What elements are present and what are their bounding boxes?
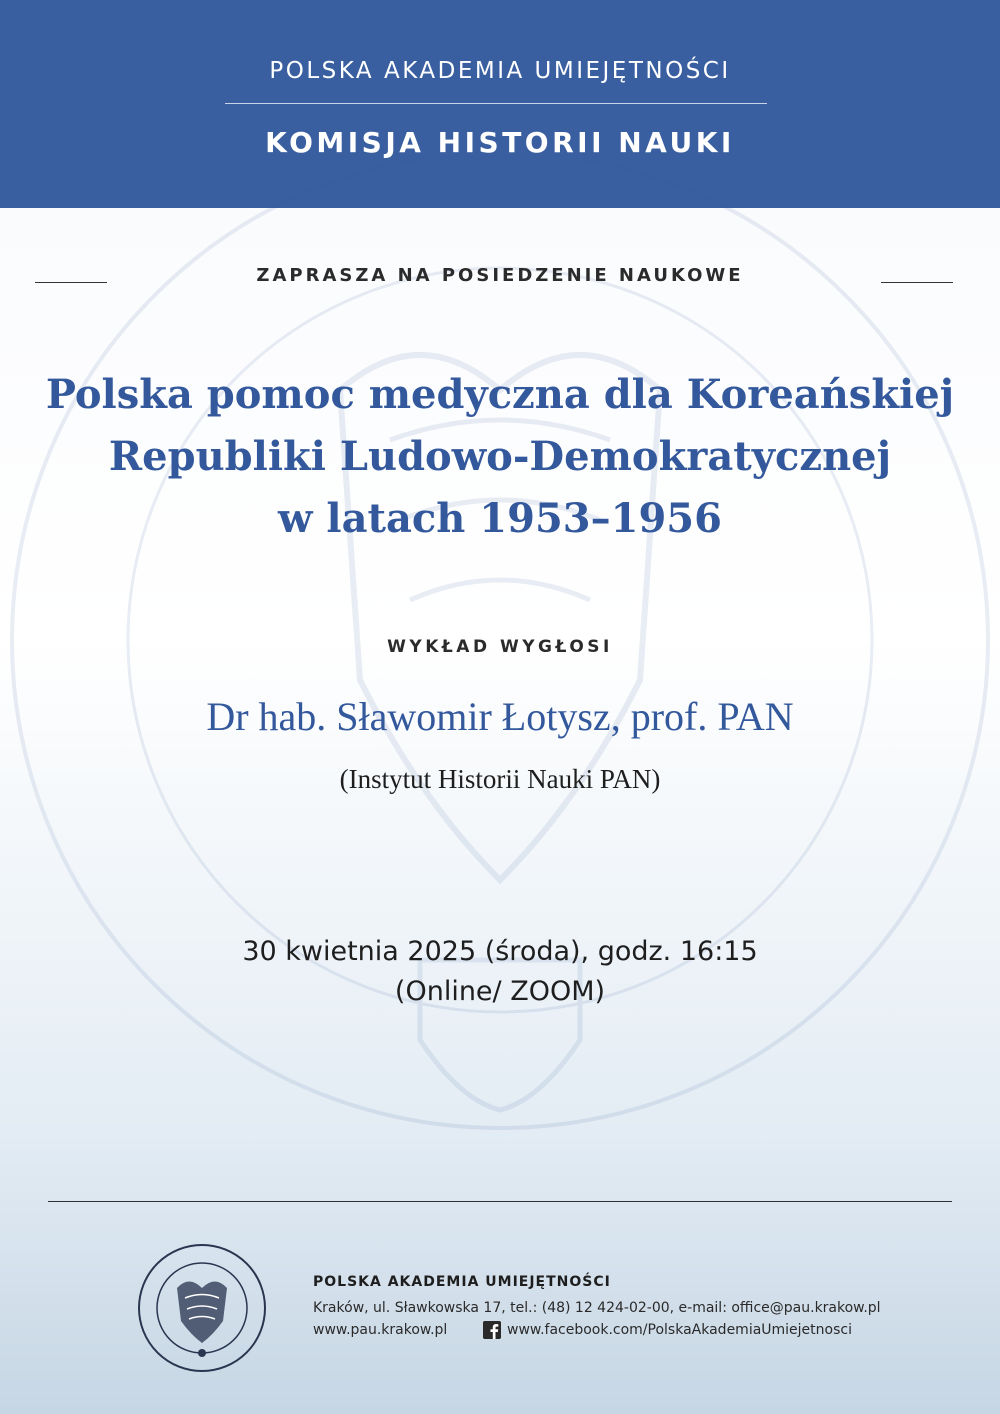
footer-divider (48, 1201, 952, 1202)
footer-organization: POLSKA AKADEMIA UMIEJĘTNOŚCI (313, 1274, 611, 1290)
lecture-label: WYKŁAD WYGŁOSI (387, 637, 613, 657)
speaker-name: Dr hab. Sławomir Łotysz, prof. PAN (206, 694, 794, 739)
speaker-affiliation: (Instytut Historii Nauki PAN) (339, 764, 661, 794)
lecture-title (0, 364, 1000, 550)
lecture-title-line: Republiki Ludowo-Demokratycznej (108, 433, 892, 480)
lecture-title-line: Polska pomoc medyczna dla Koreańskiej (45, 371, 955, 418)
commission-name: KOMISJA HISTORII NAUKI (265, 126, 735, 159)
facebook-icon (483, 1321, 501, 1339)
invitation-text: ZAPRASZA NA POSIEDZENIE NAUKOWE (256, 265, 744, 286)
event-date-time: 30 kwietnia 2025 (środa), godz. 16:15 (242, 936, 758, 967)
lecture-title-line: w latach 1953–1956 (278, 495, 722, 542)
event-details (0, 932, 1000, 1012)
academy-name: POLSKA AKADEMIA UMIEJĘTNOŚCI (269, 58, 731, 84)
event-venue: (Online/ ZOOM) (394, 976, 606, 1007)
header-divider (225, 103, 767, 104)
footer-facebook-link[interactable]: www.facebook.com/PolskaAkademiaUmiejetnosci (507, 1322, 852, 1338)
academy-seal-icon (137, 1243, 267, 1373)
footer-website-link[interactable]: www.pau.krakow.pl (313, 1322, 448, 1338)
footer-address: Kraków, ul. Sławkowska 17, tel.: (48) 12 424-02-00, e-mail: office@pau.krakow.pl (313, 1300, 881, 1316)
